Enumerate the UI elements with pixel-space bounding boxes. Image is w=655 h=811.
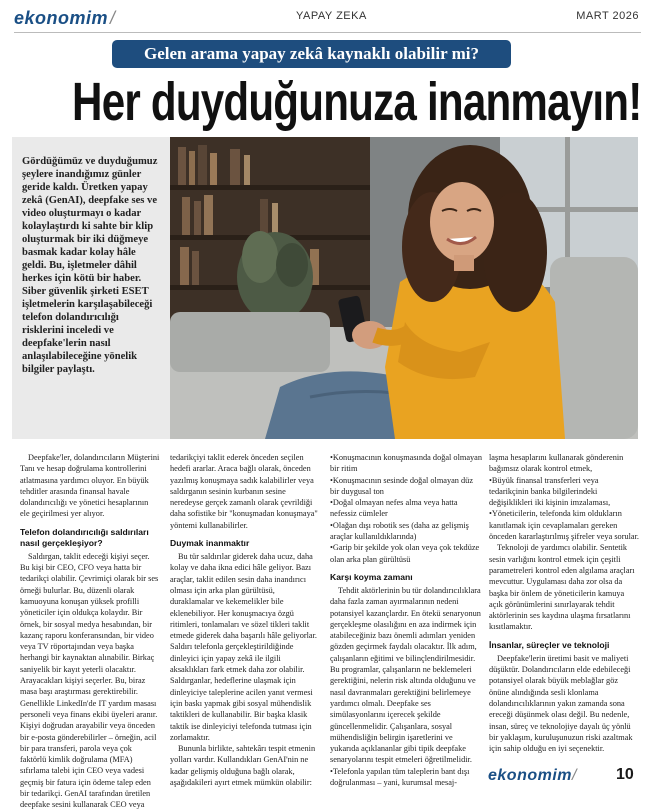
bullet-item: •Doğal olmayan nefes alma veya hatta nefessiz cümleler bbox=[330, 498, 458, 519]
bullet-item: •Konuşmacının sesinde doğal olmayan düz bir duygusal ton bbox=[330, 475, 473, 496]
bullet-item: •Garip bir şekilde yok olan veya çok tekdüze olan arka plan gürültüsü bbox=[330, 543, 480, 564]
paragraph: Bununla birlikte, sahtekârı tespit etmenin yolları vardır. Kullandıkları GenAI'nin ne kadar gelişmiş olduğuna bağlı olarak, aşağıdakileri ayırt etmek mümkün olabilir: bbox=[170, 744, 316, 788]
paragraph: tedarikçiyi taklit ederek önceden seçilen hedefi ararlar. Araca bağlı olarak, önceden yazılmış konuşmaya sadık kalabilirler veya saldırganın sesinin kurbanın sesine neredeyse gerçek zamanlı olarak çevrildiği daha sofistike bir "konuşmadan konuşmaya" yöntemi kullanabilirler. bbox=[170, 453, 318, 530]
paragraph: laşma hesaplarını kullanarak gönderenin bağımsız olarak kontrol etmek, bbox=[489, 453, 624, 474]
intro-box bbox=[12, 137, 170, 439]
article-column-2 bbox=[170, 452, 320, 788]
paragraph: Tehdit aktörlerinin bu tür dolandırıcılıklara daha fazla zaman ayırmalarının nedeni potansiyel kazançlardır. En ötekü senaryonun gerçekleşme olasılığını en aza indirmek için atabileceğiniz bazı önemli adımları yeniden gözden geçirmek faydalı olacaktır. İlk adım, çalışanların eğitimi ve bilinçlendirilmesidir. Bu programlar, çalışanların ne beklemeleri gerektiğini, nelerin risk altında olduğunu ve nasıl davranmaları gerektiğini belirlemeye yardımcı olmalı. Deepfake ses simülasyonlarını içerecek şekilde güncellenmelidir. Çalışanlara, sosyal mühendisliğin belirgin işaretlerini ve yukarıda açıklananlar gibi tipik deepfake senaryolarını tespit etmeleri öğretilmelidir. bbox=[330, 585, 481, 765]
header-divider bbox=[14, 32, 641, 33]
page-number: 10 bbox=[616, 766, 634, 783]
logo-slash: / bbox=[572, 767, 577, 784]
article-column-4 bbox=[489, 452, 639, 754]
headline: Her duyduğunuza inanmayın! bbox=[72, 72, 642, 132]
intro-text: Gördüğümüz ve duyduğumuz şeylere inandığımız günler geride kaldı. Üretken yapay zekâ (GenAI), deepfake ses ve video oluşturmayı o kadar kolaylaştırdı ki sahte bir klip oluşturmak bir iki düğmeye basmak kadar kolay hâle geldi. Bu, işletmeler dâhil herkes için kötü bir haber. Siber güvenlik şirketi ESET işletmelerin karşılaşabileceği telefon dolandırıcılığı risklerini inceledi ve deepfake'lerin nasıl anlaşılabileceğine yönelik bilgiler paylaştı. bbox=[22, 156, 158, 375]
subheading: Duymak inanmaktır bbox=[170, 538, 250, 549]
bullet-item: •Olağan dışı robotik ses (daha az gelişmiş araçlar kullanıldıklarında) bbox=[330, 520, 469, 542]
paragraph: Saldırgan, taklit edeceği kişiyi seçer. Bu kişi bir CEO, CFO veya hatta bir tedarikçi olabilir. Çevrimiçi olarak bir ses örneği bulurlar. Bu, düzenli olarak kamuoyuna konuşan yüksek profilli yöneticiler için oldukça kolaydır. Bir örnek, bir sosyal medya hesabından, bir kazanç raporu konferansından, bir video veya TV röportajından veya başka herhangi bir kaynaktan alınabilir. Birkaç saniyelik bir kayıt yeterli olacaktır. Arayacakları kişiyi seçerler. Bu, biraz masa başı araştırması gerektirebilir. Genellikle LinkedIn'de IT yardım masası personeli veya finans ekibi üyeleri aranır. Kişiyi doğrudan arayabilir veya önceden bir e-posta gönderebilirler – örneğin, acil bir para transferi, parola veya çok faktörlü kimlik doğrulama (MFA) sıfırlama talebi için CEO veya vadesi geçmiş bir fatura için ödeme talep eden bir tedarikçi. GenAI tarafından üretilen deepfake sesini kullanarak CEO veya bbox=[20, 551, 159, 810]
logo-text: ekonomim bbox=[488, 767, 573, 784]
woman-with-phone-photo bbox=[170, 137, 638, 439]
masthead-logo bbox=[14, 8, 116, 29]
paragraph: Bu tür saldırılar giderek daha ucuz, daha kolay ve daha ikna edici hâle geliyor. Bazı araçlar, taklit edilen sesin daha inandırıcı olması için arka plan gürültüsü, duraklamalar ve kekemelikler bile eklenebiliyor. Her konuşmacıya özgü ritimleri, tonlamaları ve sözel tikleri taklit etmede giderek daha başarılı hâle geliyorlar. Saldırı telefonla gerçekleştirildiğinde dinleyici için yapay zekâ ile ilgili aksaklıkları fark etmek daha zor olabilir. Saldırganlar, hedeflerine ulaşmak için dinleyiciye taleplerine acilen yanıt vermesi için baskı yapmak gibi sosyal mühendislik taktikleri de kullanabilir. Bir başka klasik taktik ise dinleyiciyi telefonda tutması için zorlamaktır. bbox=[170, 552, 317, 742]
article-column-1 bbox=[20, 452, 160, 811]
bullet-item: •Telefonla yapılan tüm taleplerin bant dışı doğrulanması – yani, kurumsal mesaj- bbox=[330, 766, 470, 788]
paragraph: Deepfake'lerin üretimi basit ve maliyeti düşüktür. Dolandırıcıların elde edebileceği potansiyel olarak büyük meblağlar göz önüne alındığında sesli klonlama dolandırıcılıklarının yakın zamanda sona ereceği düşünmek olası değil. Bu nedenle, insan, süreç ve teknolojiye dayalı üç yönlü bir yaklaşım, kuruluşunuzun riski azaltmak için sahip olduğu en iyi seçenektir. bbox=[489, 653, 633, 754]
kicker-banner: Gelen arama yapay zekâ kaynaklı olabilir mi? bbox=[112, 40, 511, 68]
footer-logo bbox=[488, 767, 577, 785]
paragraph: Teknoloji de yardımcı olabilir. Sentetik sesin varlığını kontrol etmek için çeşitli parametreleri kontrol eden algılama araçları mevcuttur. Uygulaması daha zor olsa da başka bir önlem de yöneticilerin kamuya açık görünümlerini sınırlayarak tehdit aktörlerinin ses kaydına ulaşma fırsatlarını kısıtlamaktır. bbox=[489, 543, 635, 632]
logo-slash: / bbox=[110, 8, 116, 28]
logo-text: ekonomim bbox=[14, 8, 109, 28]
issue-date: MART 2026 bbox=[576, 10, 639, 22]
paragraph: Deepfake'ler, dolandırıcıların Müşterini Tanı ve hesap doğrulama kontrollerini atlatmasına yardımcı oluyor. En büyük tehditler arasında finansal havale dolandırıcılığı ve yönetici hesaplarının ele geçirilmesi yer alıyor. bbox=[20, 453, 160, 519]
bullet-item: •Yöneticilerin, telefonda kim oldukların kanıtlamak için cevaplamaları gereken önceden kararlaştırılmış şifreler veya sorular. bbox=[489, 509, 639, 542]
bullet-item: •Büyük finansal transferleri veya tedarikçinin banka bilgilerindeki değişiklikleri iki kişinin imzalaması, bbox=[489, 475, 611, 508]
photo-illustration bbox=[170, 137, 638, 439]
subheading: İnsanlar, süreçler ve teknoloji bbox=[489, 639, 610, 650]
article-column-3 bbox=[330, 452, 482, 788]
subheading: Telefon dolandırıcılığı saldırıları nasıl gerçekleşiyor? bbox=[20, 526, 149, 548]
subheading: Karşı koyma zamanı bbox=[330, 571, 413, 582]
section-name: YAPAY ZEKA bbox=[296, 10, 367, 22]
bullet-item: •Konuşmacının konuşmasında doğal olmayan bir ritim bbox=[330, 453, 482, 474]
